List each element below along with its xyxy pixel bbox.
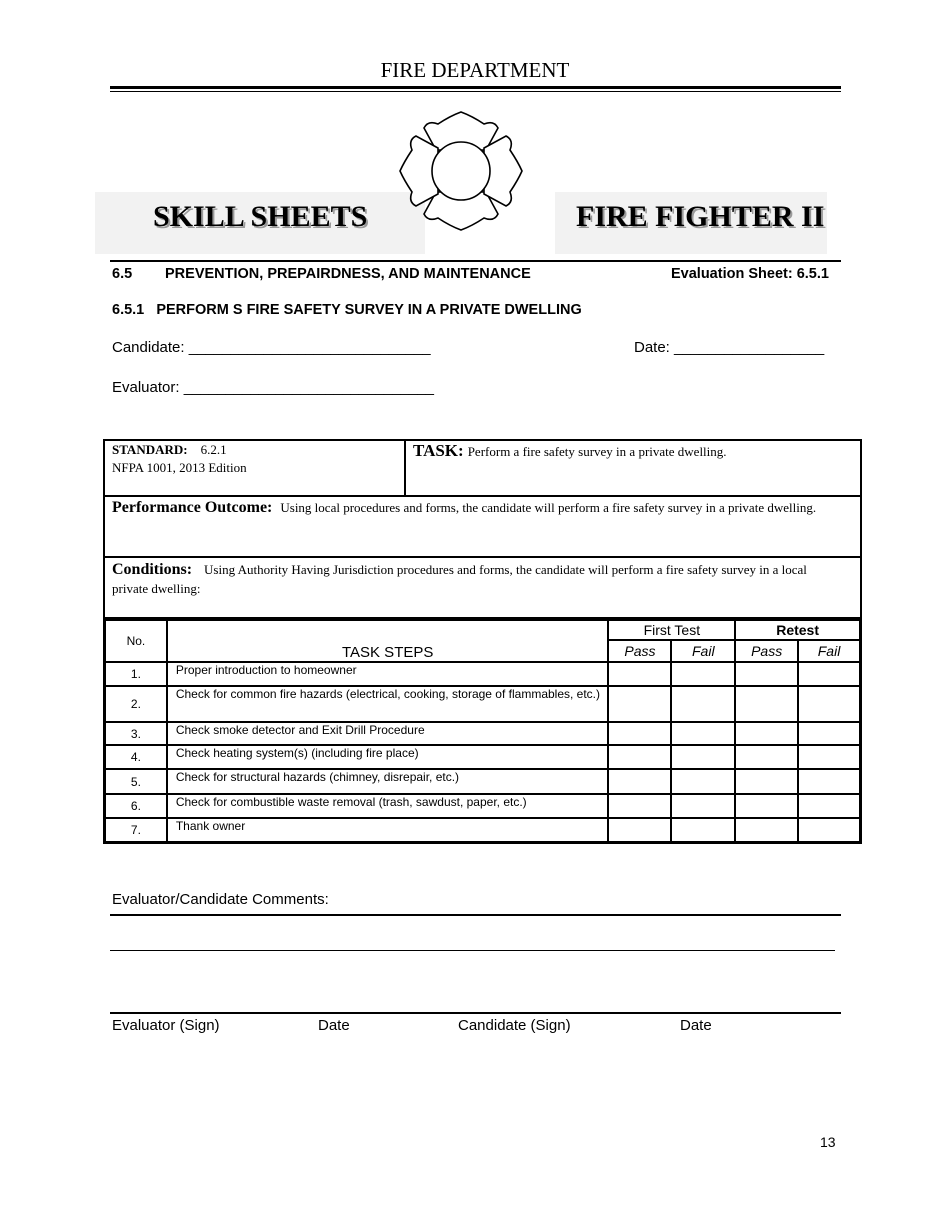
- maltese-cross-icon: [398, 110, 524, 232]
- retest-fail-cell[interactable]: [798, 722, 860, 745]
- retest-pass-cell[interactable]: [735, 722, 798, 745]
- step-number: 5.: [105, 769, 167, 794]
- table-row: [105, 818, 860, 842]
- first-fail-cell[interactable]: [671, 745, 735, 769]
- first-pass-cell[interactable]: [608, 818, 671, 842]
- step-number: 1.: [105, 662, 167, 686]
- table-row: [105, 769, 860, 794]
- conditions-label: Conditions:: [112, 561, 193, 578]
- step-text: Check smoke detector and Exit Drill Procedure: [167, 722, 609, 745]
- evaluator-field[interactable]: Evaluator: ______________________________: [112, 379, 434, 396]
- conditions-cell: [112, 560, 842, 598]
- step-text: Thank owner: [167, 818, 609, 842]
- evaluation-sheet: Evaluation Sheet: 6.5.1: [671, 266, 829, 282]
- first-pass-cell[interactable]: [608, 662, 671, 686]
- retest-fail-cell[interactable]: [798, 794, 860, 818]
- header-rule-thin: [110, 91, 841, 92]
- candidate-sign-label: Candidate (Sign): [458, 1017, 571, 1034]
- first-fail-cell[interactable]: [671, 818, 735, 842]
- table-row: [105, 745, 860, 769]
- outcome-label: Performance Outcome:: [112, 499, 273, 516]
- retest-header: Retest: [735, 620, 860, 640]
- step-text: Check for combustible waste removal (trash, sawdust, paper, etc.): [167, 794, 609, 818]
- subsection-title: PERFORM S FIRE SAFETY SURVEY IN A PRIVATE DWELLING: [156, 302, 582, 318]
- section-number: 6.5: [112, 266, 133, 282]
- first-fail-header: Fail: [671, 640, 735, 662]
- task-text: Perform a fire safety survey in a private dwelling.: [467, 444, 727, 459]
- step-text: Check heating system(s) (including fire place): [167, 745, 609, 769]
- fire-fighter-title: FIRE FIGHTER II: [576, 200, 825, 233]
- first-fail-cell[interactable]: [671, 662, 735, 686]
- standard-value: 6.2.1: [200, 442, 227, 457]
- step-number: 6.: [105, 794, 167, 818]
- first-pass-cell[interactable]: [608, 722, 671, 745]
- conditions-text: Using Authority Having Jurisdiction procedures and forms, the candidate will perform a fire safety survey in a local private dwelling:: [112, 562, 807, 596]
- candidate-date-label: Date: [680, 1017, 712, 1034]
- retest-fail-cell[interactable]: [798, 662, 860, 686]
- step-number: 3.: [105, 722, 167, 745]
- retest-pass-cell[interactable]: [735, 794, 798, 818]
- retest-pass-cell[interactable]: [735, 818, 798, 842]
- retest-pass-cell[interactable]: [735, 662, 798, 686]
- first-pass-cell[interactable]: [608, 686, 671, 722]
- step-text: Proper introduction to homeowner: [167, 662, 609, 686]
- task-steps-table: [103, 618, 862, 844]
- first-pass-cell[interactable]: [608, 745, 671, 769]
- comments-label: Evaluator/Candidate Comments:: [112, 891, 329, 908]
- first-fail-cell[interactable]: [671, 794, 735, 818]
- candidate-field[interactable]: Candidate: _____________________________: [112, 339, 431, 356]
- retest-pass-cell[interactable]: [735, 745, 798, 769]
- retest-fail-cell[interactable]: [798, 686, 860, 722]
- header-rule: [110, 86, 841, 89]
- retest-fail-cell[interactable]: [798, 818, 860, 842]
- step-number: 7.: [105, 818, 167, 842]
- standard-label: STANDARD:: [112, 442, 188, 457]
- outcome-text: Using local procedures and forms, the candidate will perform a fire safety survey in a private dwelling.: [280, 500, 817, 515]
- section-rule: [110, 260, 841, 262]
- first-test-header: First Test: [608, 620, 735, 640]
- outcome-cell: [112, 498, 842, 517]
- page-number: 13: [820, 1134, 836, 1150]
- evaluator-sign-label: Evaluator (Sign): [112, 1017, 220, 1034]
- retest-fail-cell[interactable]: [798, 769, 860, 794]
- date-field[interactable]: Date: __________________: [634, 339, 825, 356]
- first-fail-cell[interactable]: [671, 722, 735, 745]
- subsection-heading: [112, 302, 582, 318]
- first-pass-cell[interactable]: [608, 794, 671, 818]
- first-pass-header: Pass: [608, 640, 671, 662]
- first-pass-cell[interactable]: [608, 769, 671, 794]
- signature-line[interactable]: [110, 1012, 841, 1014]
- standard-edition: NFPA 1001, 2013 Edition: [112, 460, 247, 475]
- subsection-number: 6.5.1: [112, 302, 145, 318]
- skill-sheets-title: SKILL SHEETS: [153, 200, 368, 233]
- comments-line-1[interactable]: [110, 914, 841, 916]
- retest-fail-cell[interactable]: [798, 745, 860, 769]
- step-text: Check for common fire hazards (electrical, cooking, storage of flammables, etc.): [167, 686, 609, 722]
- standard-cell: [112, 442, 227, 458]
- section-title: PREVENTION, PREPAIRDNESS, AND MAINTENANCE: [165, 266, 531, 282]
- table-row: [105, 662, 860, 686]
- table-row: [105, 686, 860, 722]
- step-text: Check for structural hazards (chimney, disrepair, etc.): [167, 769, 609, 794]
- table-row: [105, 722, 860, 745]
- task-steps-header: TASK STEPS: [167, 620, 609, 662]
- retest-pass-header: Pass: [735, 640, 798, 662]
- step-number: 4.: [105, 745, 167, 769]
- retest-fail-header: Fail: [798, 640, 860, 662]
- task-label: TASK:: [413, 441, 464, 460]
- retest-pass-cell[interactable]: [735, 769, 798, 794]
- task-cell: [413, 441, 727, 461]
- first-fail-cell[interactable]: [671, 769, 735, 794]
- table-row: [105, 794, 860, 818]
- evaluator-date-label: Date: [318, 1017, 350, 1034]
- comments-line-2[interactable]: [110, 950, 835, 951]
- retest-pass-cell[interactable]: [735, 686, 798, 722]
- first-fail-cell[interactable]: [671, 686, 735, 722]
- no-header: No.: [105, 620, 167, 662]
- department-title: FIRE DEPARTMENT: [380, 58, 570, 82]
- step-number: 2.: [105, 686, 167, 722]
